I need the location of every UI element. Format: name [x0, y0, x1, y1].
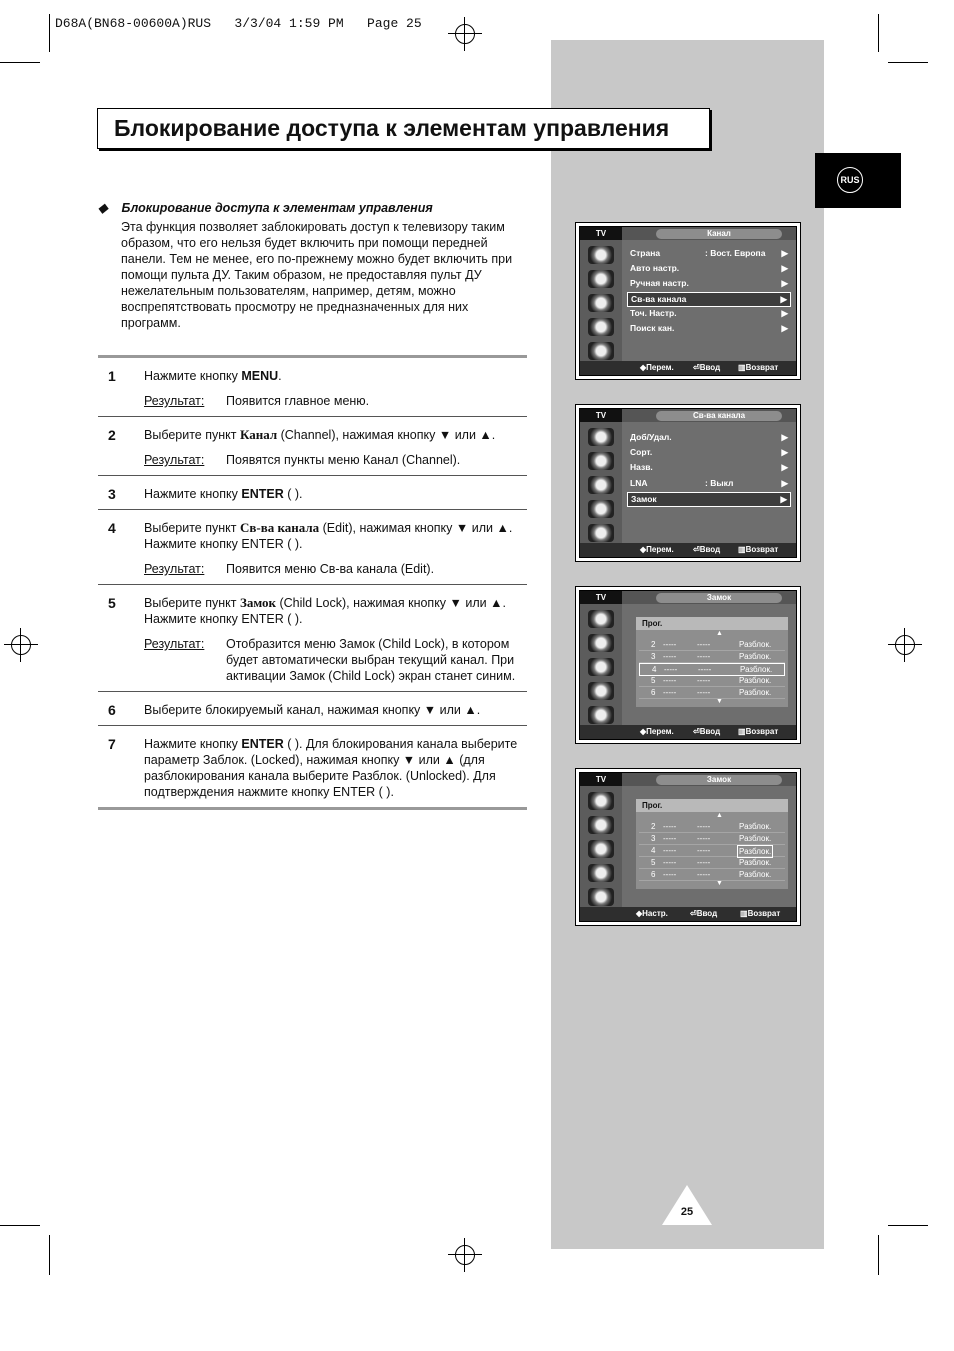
- lock-row: 3 ----- ----- Разблок.: [639, 651, 785, 663]
- tv-label: TV: [580, 591, 622, 604]
- lock-row: 5 ----- ----- Разблок.: [639, 857, 785, 869]
- osd-title: Св-ва канала: [656, 411, 782, 421]
- steps-list: [98, 355, 527, 810]
- step-6: 6 Выберите блокируемый канал, нажимая кнопку ▼ или ▲.: [98, 692, 527, 726]
- step-result: Появятся пункты меню Канал (Channel).: [226, 453, 461, 467]
- osd-item: Ручная настр. ▶: [630, 278, 788, 288]
- channel-icon: [588, 682, 614, 700]
- osd-item: Назв. ▶: [630, 462, 788, 472]
- antenna-icon: [588, 610, 614, 628]
- step-number: 7: [108, 736, 116, 752]
- sound-icon: [588, 294, 614, 312]
- step-result: Появится меню Св-ва канала (Edit).: [226, 562, 435, 576]
- step-number: 4: [108, 520, 116, 536]
- lock-row: 2 ----- ----- Разблок.: [639, 639, 785, 651]
- crop-mark: [888, 62, 928, 63]
- picture-icon: [588, 452, 614, 470]
- tv-label: TV: [580, 227, 622, 240]
- osd-lock-menu: [575, 586, 801, 744]
- osd-footer: ◆ Перем. ⏎ Ввод ▥ Возврат: [580, 361, 796, 375]
- page-number: 25: [680, 1206, 694, 1218]
- step-5: 5 Выберите пункт Замок (Child Lock), нажимая кнопку ▼ или ▲. Нажмите кнопку ENTER ( ). Результат: Отобразится меню Замок (Child Lock), в котором будет автоматически выбран текущий канал. При активации Замок (Child Lock) экран станет синим.: [98, 585, 527, 692]
- channel-icon: [588, 318, 614, 336]
- lock-panel: Прог. ▲ 2 ----- ----- Разблок. 3 ----- ----- Разблок. 4 ----- ----- Разблок. 5 ----- ----- Разблок. 6 ----- ----- Разблок. ▼: [636, 617, 788, 707]
- picture-icon: [588, 634, 614, 652]
- language-badge: RUS: [837, 167, 863, 193]
- lock-row: 6 ----- ----- Разблок.: [639, 687, 785, 699]
- channel-icon: [588, 500, 614, 518]
- lock-row-selected: 4 ----- ----- Разблок.: [639, 663, 785, 676]
- lock-panel-header: Прог.: [636, 799, 788, 812]
- step-3: 3 Нажмите кнопку ENTER ( ).: [98, 476, 527, 510]
- crop-mark: [0, 62, 40, 63]
- step-number: 5: [108, 595, 116, 611]
- osd-item: Страна : Вост. Европа ▶: [630, 248, 788, 258]
- setup-icon: [588, 342, 614, 360]
- step-result: Отобразится меню Замок (Child Lock), в котором будет автоматически выбран текущий канал. При активации Замок (Child Lock) экран станет синим.: [226, 637, 516, 683]
- step-number: 1: [108, 368, 116, 384]
- osd-icon-column: [580, 240, 622, 361]
- crop-mark: [878, 14, 879, 52]
- intro-heading: ◆ Блокирование доступа к элементам управления: [98, 201, 433, 215]
- language-tab: [815, 153, 901, 208]
- setup-icon: [588, 706, 614, 724]
- lock-row: 6 ----- ----- Разблок.: [639, 869, 785, 881]
- step-1: 1 Нажмите кнопку MENU. Результат: Появится главное меню.: [98, 358, 527, 417]
- tv-label: TV: [580, 409, 622, 422]
- crop-mark: [888, 1225, 928, 1226]
- osd-footer: ◆ Настр. ⏎ Ввод ▥ Возврат: [580, 907, 796, 921]
- osd-item: LNA : Выкл ▶: [630, 478, 788, 488]
- registration-mark: [448, 1238, 482, 1272]
- antenna-icon: [588, 792, 614, 810]
- page-title: Блокирование доступа к элементам управления: [114, 115, 670, 141]
- osd-lock-adjust: [575, 768, 801, 926]
- page-number-triangle: [662, 1185, 712, 1225]
- crop-mark: [878, 1235, 879, 1275]
- step-7: 7 Нажмите кнопку ENTER ( ). Для блокирования канала выберите параметр Заблок. (Locked), нажимая кнопку ▼ или ▲ (для разблокирования канала выберите Разблок. (Unlocked). Для подтверждения нажмите кнопку ENTER ( ).: [98, 726, 527, 810]
- tv-label: TV: [580, 773, 622, 786]
- osd-icon-column: [580, 422, 622, 543]
- result-label: Результат:: [144, 394, 205, 408]
- lock-panel-header: Прог.: [636, 617, 788, 630]
- step-2: 2 Выберите пункт Канал (Channel), нажимая кнопку ▼ или ▲. Результат: Появятся пункты меню Канал (Channel).: [98, 417, 527, 476]
- osd-item-selected: Св-ва канала ▶: [627, 292, 791, 307]
- step-number: 2: [108, 427, 116, 443]
- crop-mark: [49, 1235, 50, 1275]
- registration-mark: [448, 17, 482, 51]
- result-label: Результат:: [144, 453, 205, 467]
- osd-item: Доб/Удал. ▶: [630, 432, 788, 442]
- sound-icon: [588, 658, 614, 676]
- osd-footer: ◆ Перем. ⏎ Ввод ▥ Возврат: [580, 725, 796, 739]
- osd-item: Поиск кан. ▶: [630, 323, 788, 333]
- setup-icon: [588, 888, 614, 906]
- osd-item: Сорт. ▶: [630, 447, 788, 457]
- lock-row: 5 ----- ----- Разблок.: [639, 675, 785, 687]
- osd-title: Замок: [656, 775, 782, 785]
- print-header: D68A(BN68-00600A)RUS 3/3/04 1:59 PM Page 25: [55, 16, 422, 31]
- antenna-icon: [588, 246, 614, 264]
- setup-icon: [588, 524, 614, 542]
- result-label: Результат:: [144, 637, 205, 651]
- crop-mark: [49, 14, 50, 52]
- osd-icon-column: [580, 786, 622, 907]
- sound-icon: [588, 840, 614, 858]
- lock-row: 4 ----- ----- Разблок.: [639, 845, 785, 857]
- step-number: 3: [108, 486, 116, 502]
- result-label: Результат:: [144, 562, 205, 576]
- osd-edit-menu: [575, 404, 801, 562]
- picture-icon: [588, 816, 614, 834]
- lock-row: 3 ----- ----- Разблок.: [639, 833, 785, 845]
- lock-panel: Прог. ▲ 2 ----- ----- Разблок. 3 ----- ----- Разблок. 4 ----- ----- Разблок. 5 ----- ----- Разблок. 6 ----- ----- Разблок. ▼: [636, 799, 788, 889]
- sound-icon: [588, 476, 614, 494]
- lock-status-selected: Разблок.: [739, 847, 772, 856]
- channel-icon: [588, 864, 614, 882]
- registration-mark: [4, 628, 38, 662]
- step-4: 4 Выберите пункт Св-ва канала (Edit), нажимая кнопку ▼ или ▲. Нажмите кнопку ENTER ( ). Результат: Появится меню Св-ва канала (Edit).: [98, 510, 527, 585]
- lock-row: 2 ----- ----- Разблок.: [639, 821, 785, 833]
- registration-mark: [888, 628, 922, 662]
- step-result: Появится главное меню.: [226, 394, 370, 408]
- osd-item-selected: Замок ▶: [627, 492, 791, 507]
- crop-mark: [0, 1225, 40, 1226]
- picture-icon: [588, 270, 614, 288]
- osd-item: Авто настр. ▶: [630, 263, 788, 273]
- osd-title: Канал: [656, 229, 782, 239]
- intro-body: Эта функция позволяет заблокировать доступ к телевизору таким образом, что его нельзя будет включить при помощи передней панели. Тем не менее, его по-прежнему можно будет включить при помощи пульта ДУ. Таким образом, не предоставляя пульт ДУ нежелательным пользователям, например, детям, можно воспрепятствовать просмотру не предназначенных для них программ.: [121, 220, 513, 330]
- osd-item: Точ. Настр. ▶: [630, 308, 788, 318]
- osd-footer: ◆ Перем. ⏎ Ввод ▥ Возврат: [580, 543, 796, 557]
- step-number: 6: [108, 702, 116, 718]
- osd-icon-column: [580, 604, 622, 725]
- osd-title: Замок: [656, 593, 782, 603]
- antenna-icon: [588, 428, 614, 446]
- title-box: [97, 108, 710, 149]
- osd-channel-menu: [575, 222, 801, 380]
